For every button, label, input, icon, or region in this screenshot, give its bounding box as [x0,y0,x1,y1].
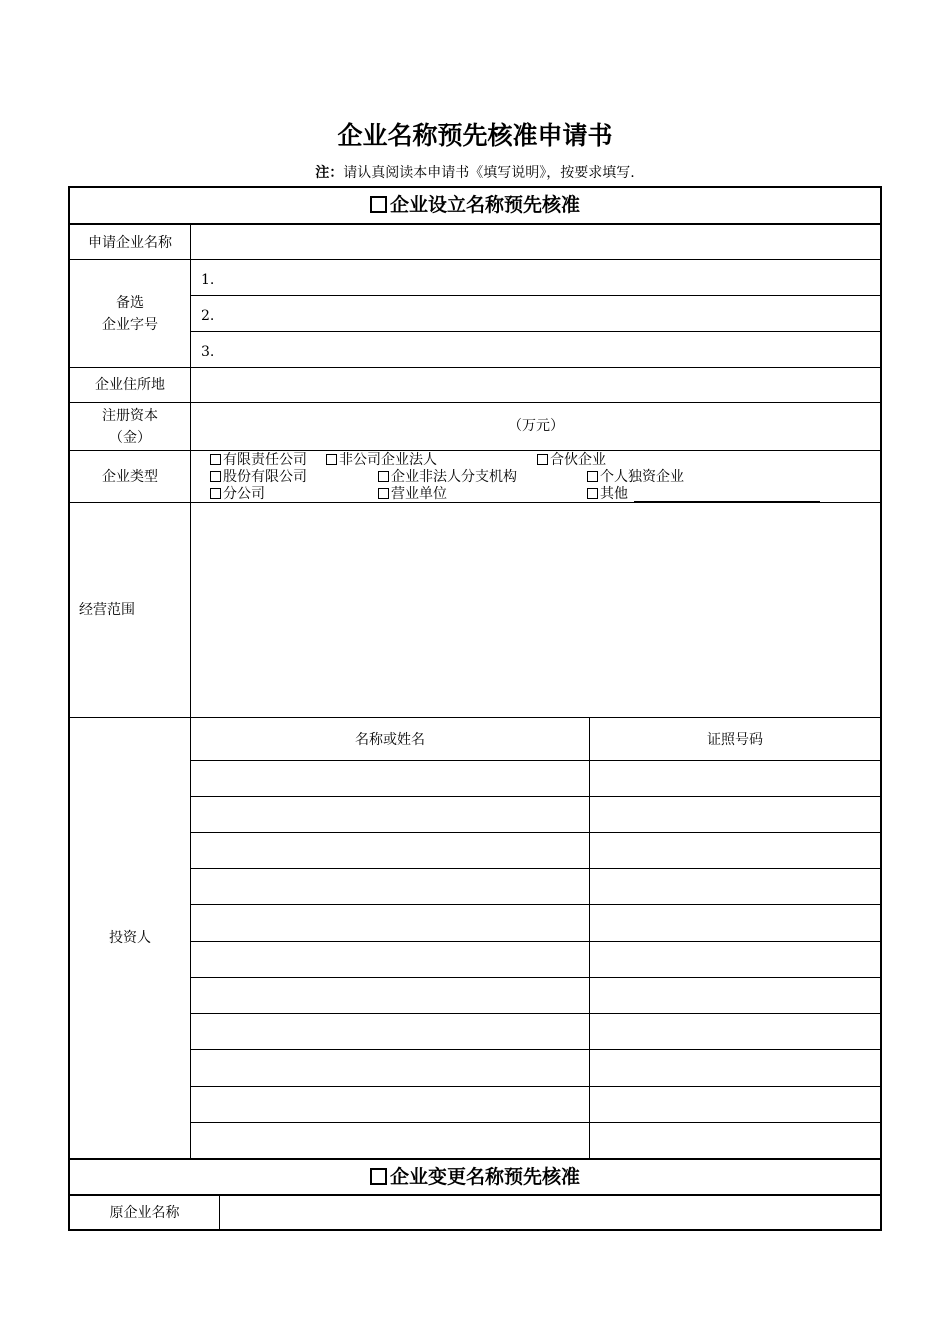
investor-license-cell[interactable] [590,1087,880,1122]
investor-name-cell[interactable] [191,905,589,941]
investor-label: 投资人 [109,930,151,946]
original-name-field[interactable] [220,1196,880,1230]
type-option-other[interactable]: 其他 [587,486,628,502]
divider [70,450,880,451]
investor-license-cell[interactable] [590,1123,880,1158]
alt-item-1: 1. [201,272,215,288]
divider [70,402,880,403]
type-option-business-unit[interactable]: 营业单位 [378,486,447,502]
divider [70,717,880,718]
investor-name-cell[interactable] [191,1014,589,1049]
investor-name-cell[interactable] [191,1050,589,1086]
type-option-partnership[interactable]: 合伙企业 [537,452,606,468]
investor-name-cell[interactable] [191,761,589,796]
investor-name-cell[interactable] [191,869,589,904]
type-option-noncompany[interactable]: 非公司企业法人 [326,452,437,468]
checkbox-icon [210,488,221,499]
fill-note [0,163,950,183]
scope-label: 经营范围 [79,602,135,618]
investor-license-cell[interactable] [590,905,880,941]
section-establish-label: 企业设立名称预先核准 [389,194,580,216]
checkbox-icon [587,488,598,499]
checkbox-icon [378,471,389,482]
investor-license-cell[interactable] [590,797,880,832]
investor-name-cell[interactable] [191,833,589,868]
section-change-title [70,1160,880,1194]
investor-license-cell[interactable] [590,833,880,868]
type-option-branch[interactable]: 分公司 [210,486,265,502]
investor-license-cell[interactable] [590,978,880,1013]
capital-label: 注册资本 （金） [102,407,158,446]
divider [191,295,880,296]
divider [191,331,880,332]
applicant-name-label: 申请企业名称 [88,234,172,251]
address-field[interactable] [191,368,880,402]
alt-item-3: 3. [201,344,215,360]
alt-name-label: 备选 企业字号 [102,294,158,333]
checkbox-icon [378,488,389,499]
investor-license-cell[interactable] [590,1014,880,1049]
investor-name-cell[interactable] [191,942,589,977]
checkbox-icon [537,454,548,465]
type-option-joint-stock[interactable]: 股份有限公司 [210,469,307,485]
investor-name-cell[interactable] [191,1123,589,1158]
checkbox-icon [210,454,221,465]
investor-license-cell[interactable] [590,942,880,977]
investor-license-cell[interactable] [590,869,880,904]
type-label: 企业类型 [102,468,158,485]
type-option-llc[interactable]: 有限责任公司 [210,452,307,468]
checkbox-icon [587,471,598,482]
note-text: 请认真阅读本申请书《填写说明》，按要求填写. [343,165,635,181]
investor-col-name: 名称或姓名 [355,732,425,748]
investor-name-cell[interactable] [191,1087,589,1122]
original-name-label: 原企业名称 [109,1205,180,1221]
checkbox-icon [210,471,221,482]
section-establish-title [70,188,880,222]
address-label: 企业住所地 [95,377,165,393]
applicant-name-field[interactable] [191,225,880,260]
scope-field[interactable] [191,503,880,717]
type-option-branch-nonlegal[interactable]: 企业非法人分支机构 [378,469,517,485]
establish-checkbox[interactable] [370,196,387,213]
capital-unit: （万元） [508,418,564,434]
investor-name-cell[interactable] [191,797,589,832]
alt-item-2: 2. [201,308,215,324]
type-option-sole-proprietor[interactable]: 个人独资企业 [587,469,684,485]
divider [70,259,880,260]
checkbox-icon [326,454,337,465]
note-prefix: 注： [315,165,344,181]
investor-license-cell[interactable] [590,761,880,796]
investor-license-cell[interactable] [590,1050,880,1086]
investor-col-license: 证照号码 [707,732,763,748]
document-title: 企业名称预先核准申请书 [337,121,613,150]
change-checkbox[interactable] [370,1168,387,1185]
section-change-label: 企业变更名称预先核准 [389,1166,580,1188]
investor-name-cell[interactable] [191,978,589,1013]
